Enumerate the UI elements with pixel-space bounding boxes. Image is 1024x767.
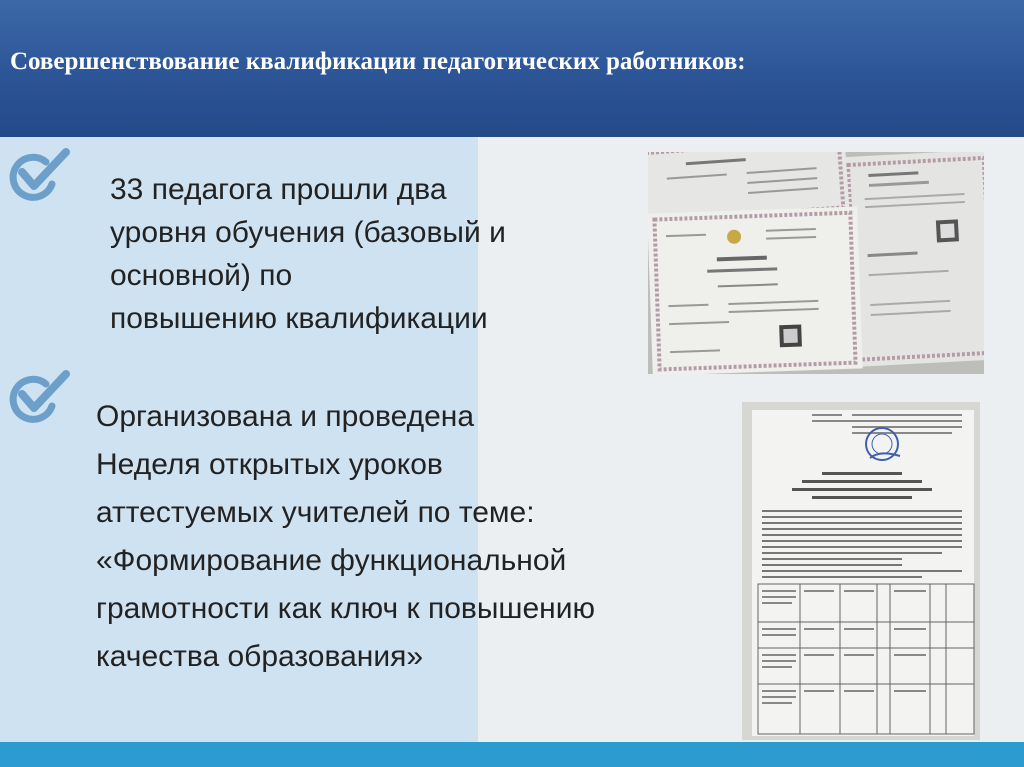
schedule-document-photo <box>742 402 980 740</box>
header-banner <box>0 0 1024 137</box>
certificates-image <box>648 152 984 374</box>
paragraph-training <box>110 168 630 340</box>
paragraph-open-lessons <box>96 393 736 681</box>
paragraph-line: уровня обучения (базовый и <box>110 216 506 249</box>
paragraph-line: основной) по <box>110 259 293 292</box>
page-title: Совершенствование квалификации педагогических работников: <box>10 48 746 75</box>
certificates-photo <box>648 152 984 374</box>
bottom-bar <box>0 742 1024 767</box>
paragraph-line: Неделя открытых уроков <box>96 448 443 481</box>
check-icon <box>8 148 70 204</box>
check-icon <box>8 370 70 426</box>
paragraph-line: «Формирование функциональной <box>96 544 567 577</box>
paragraph-line: 33 педагога прошли два <box>110 173 447 206</box>
paragraph-line: Организована и проведена <box>96 400 475 433</box>
schedule-document-image <box>742 402 980 740</box>
paragraph-line: повышению квалификации <box>110 302 488 335</box>
paragraph-line: грамотности как ключ к повышению <box>96 592 595 625</box>
paragraph-line: аттестуемых учителей по теме: <box>96 496 535 529</box>
paragraph-line: качества образования» <box>96 640 424 673</box>
